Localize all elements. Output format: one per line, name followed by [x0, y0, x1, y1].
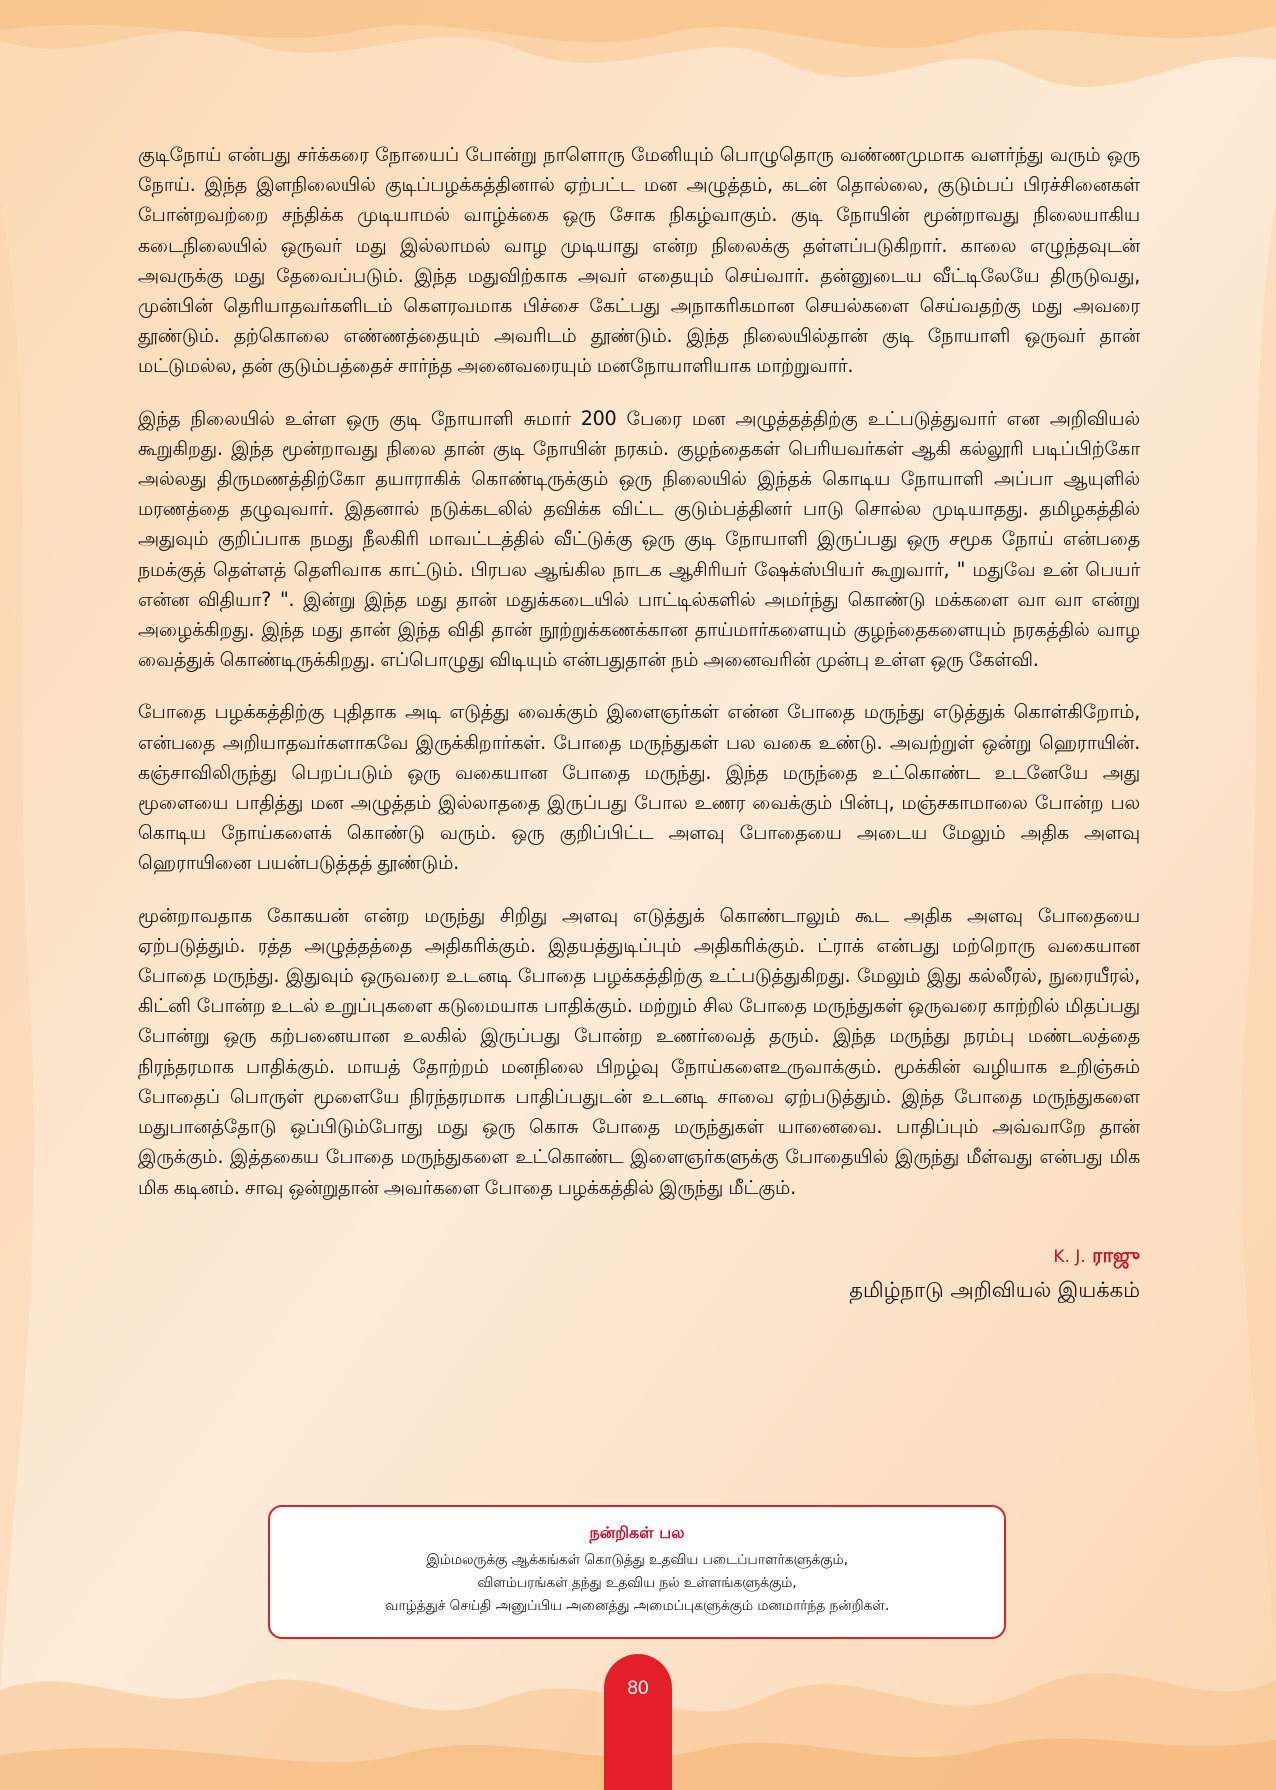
paragraph-1: குடிநோய் என்பது சர்க்கரை நோயைப் போன்று நாளொரு மேனியும் பொழுதொரு வண்ணமுமாக வளர்ந்து வரும் ஒரு நோய். இந்த இளநிலையில் குடிப்பழக்கத்தினால் ஏற்பட்ட மன அழுத்தம், கடன் தொல்லை, குடும்பப் பிரச்சினைகள் போன்றவற்றை சந்திக்க முடியாமல் வாழ்க்கை ஒரு சோக நிகழ்வாகும். குடி நோயின் மூன்றாவது நிலையாகிய கடைநிலையில் ஒருவர் மது இல்லாமல் வாழ முடியாது என்ற நிலைக்கு தள்ளப்படுகிறார். காலை எழுந்தவுடன் அவருக்கு மது தேவைப்படும். இந்த மதுவிற்காக அவர் எதையும் செய்வார். தன்னுடைய வீட்டிலேயே திருடுவது, முன்பின் தெரியாதவர்களிடம் கௌரவமாக பிச்சை கேட்பது அநாகரிகமான செயல்களை செய்வதற்கு மது அவரை தூண்டும். தற்கொலை எண்ணத்தையும் அவரிடம் தூண்டும். இந்த நிலையில்தான் குடி நோயாளி ஒருவர் தான் மட்டுமல்ல, தன் குடும்பத்தைச் சார்ந்த அனைவரையும் மனநோயாளியாக மாற்றுவார். — [138, 143, 1140, 378]
author-initials: K. J. — [1053, 1246, 1086, 1267]
thanks-box — [268, 1505, 1006, 1639]
paragraph-2: இந்த நிலையில் உள்ள ஒரு குடி நோயாளி சுமார் 200 பேரை மன அழுத்தத்திற்கு உட்படுத்துவார் என அறிவியல் கூறுகிறது. இந்த மூன்றாவது நிலை தான் குடி நோயின் நரகம். குழந்தைகள் பெரியவர்கள் ஆகி கல்லூரி படிப்பிற்கோ அல்லது திருமணத்திற்கோ தயாராகிக் கொண்டிருக்கும் ஒரு நிலையில் இந்தக் கொடிய நோயாளி அப்பா ஆயுளில் மரணத்தை தழுவுவார். இதனால் நடுக்கடலில் தவிக்க விட்ட குடும்பத்தினர் பாடு சொல்ல முடியாதது. தமிழகத்தில் அதுவும் குறிப்பாக நமது நீலகிரி மாவட்டத்தில் வீட்டுக்கு ஒரு குடி நோயாளி இருப்பது ஒரு சமூக நோய் என்பதை நமக்குத் தெள்ளத் தெளிவாக காட்டும். பிரபல ஆங்கில நாடக ஆசிரியர் ஷேக்ஸ்பியர் கூறுவார், " மதுவே உன் பெயர் என்ன விதியா? ". இன்று இந்த மது தான் மதுக்கடையில் பாட்டில்களில் அமர்ந்து கொண்டு மக்களை வா வா என்று அழைக்கிறது. இந்த மது தான் இந்த விதி தான் நூற்றுக்கணக்கான தாய்மார்களையும் குழந்தைகளையும் நரகத்தில் வாழ வைத்துக் கொண்டிருக்கிறது. எப்பொழுது விடியும் என்பதுதான் நம் அனைவரின் முன்பு உள்ள ஒரு கேள்வி. — [138, 406, 1140, 672]
thanks-line-1: இம்மலருக்கு ஆக்கங்கள் கொடுத்து உதவிய படைப்பாளர்களுக்கும், — [426, 1552, 848, 1568]
author-name: ராஜு — [1092, 1242, 1140, 1267]
thanks-line-2: விளம்பரங்கள் தந்து உதவிய நல் உள்ளங்களுக்கும், — [477, 1575, 797, 1591]
article-body — [138, 140, 1140, 1307]
author-organization: தமிழ்நாடு அறிவியல் இயக்கம் — [849, 1277, 1140, 1302]
page-number-tab — [604, 1654, 672, 1790]
paragraph-4: மூன்றாவதாக கோகயன் என்ற மருந்து சிறிது அளவு எடுத்துக் கொண்டாலும் கூட அதிக அளவு போதையை ஏற்படுத்தும். ரத்த அழுத்தத்தை அதிகரிக்கும். இதயத்துடிப்பும் அதிகரிக்கும். ட்ராக் என்பது மற்றொரு வகையான போதை மருந்து. இதுவும் ஒருவரை உடனடி போதை பழக்கத்திற்கு உட்படுத்துகிறது. மேலும் இது கல்லீரல், நுரையீரல், கிட்னி போன்ற உடல் உறுப்புகளை கடுமையாக பாதிக்கும். மற்றும் சில போதை மருந்துகள் ஒருவரை காற்றில் மிதப்பது போன்று ஒரு கற்பனையான உலகில் இருப்பது போன்ற உணர்வைத் தரும். இந்த மருந்து நரம்பு மண்டலத்தை நிரந்தரமாக பாதிக்கும். மாயத் தோற்றம் மனநிலை பிறழ்வு நோய்களைஉருவாக்கும். மூக்கின் வழியாக உறிஞ்சும் போதைப் பொருள் மூளையே நிரந்தரமாக பாதிப்பதுடன் உடனடி சாவை ஏற்படுத்தும். இந்த போதை மருந்துகளை மதுபானத்தோடு ஒப்பிடும்போது மது ஒரு கொசு போதை மருந்துகள் யானைவை. பாதிப்பும் அவ்வாறே தான் இருக்கும். இத்தகைய போதை மருந்துகளை உட்கொண்ட இளைஞர்களுக்கு போதையில் இருந்து மீள்வது என்பது மிக மிக கடினம். சாவு ஒன்றுதான் அவர்களை போதை பழக்கத்தில் இருந்து மீட்கும். — [138, 903, 1140, 1199]
page-number: 80 — [627, 1678, 649, 1699]
paragraph-3: போதை பழக்கத்திற்கு புதிதாக அடி எடுத்து வைக்கும் இளைஞர்கள் என்ன போதை மருந்து எடுத்துக் கொள்கிறோம், என்பதை அறியாதவர்களாகவே இருக்கிறார்கள். போதை மருந்துகள் பல வகை உண்டு. அவற்றுள் ஒன்று ஹெராயின். கஞ்சாவிலிருந்து பெறப்படும் ஒரு வகையான போதை மருந்து. இந்த மருந்தை உட்கொண்ட உடனேயே அது மூளையை பாதித்து மன அழுத்தம் இல்லாததை இருப்பது போல உணர வைக்கும் பின்பு, மஞ்சகாமாலை போன்ற பல கொடிய நோய்களைக் கொண்டு வரும். ஒரு குறிப்பிட்ட அளவு போதையை அடைய மேலும் அதிக அளவு ஹெராயினை பயன்படுத்தத் தூண்டும். — [138, 700, 1140, 875]
author-name-line — [138, 1239, 1140, 1273]
author-signature — [138, 1239, 1140, 1307]
thanks-line-3: வாழ்த்துச் செய்தி அனுப்பிய அனைத்து அமைப்புகளுக்கும் மனமார்ந்த நன்றிகள். — [384, 1598, 890, 1614]
thanks-title: நன்றிகள் பல — [589, 1523, 685, 1542]
